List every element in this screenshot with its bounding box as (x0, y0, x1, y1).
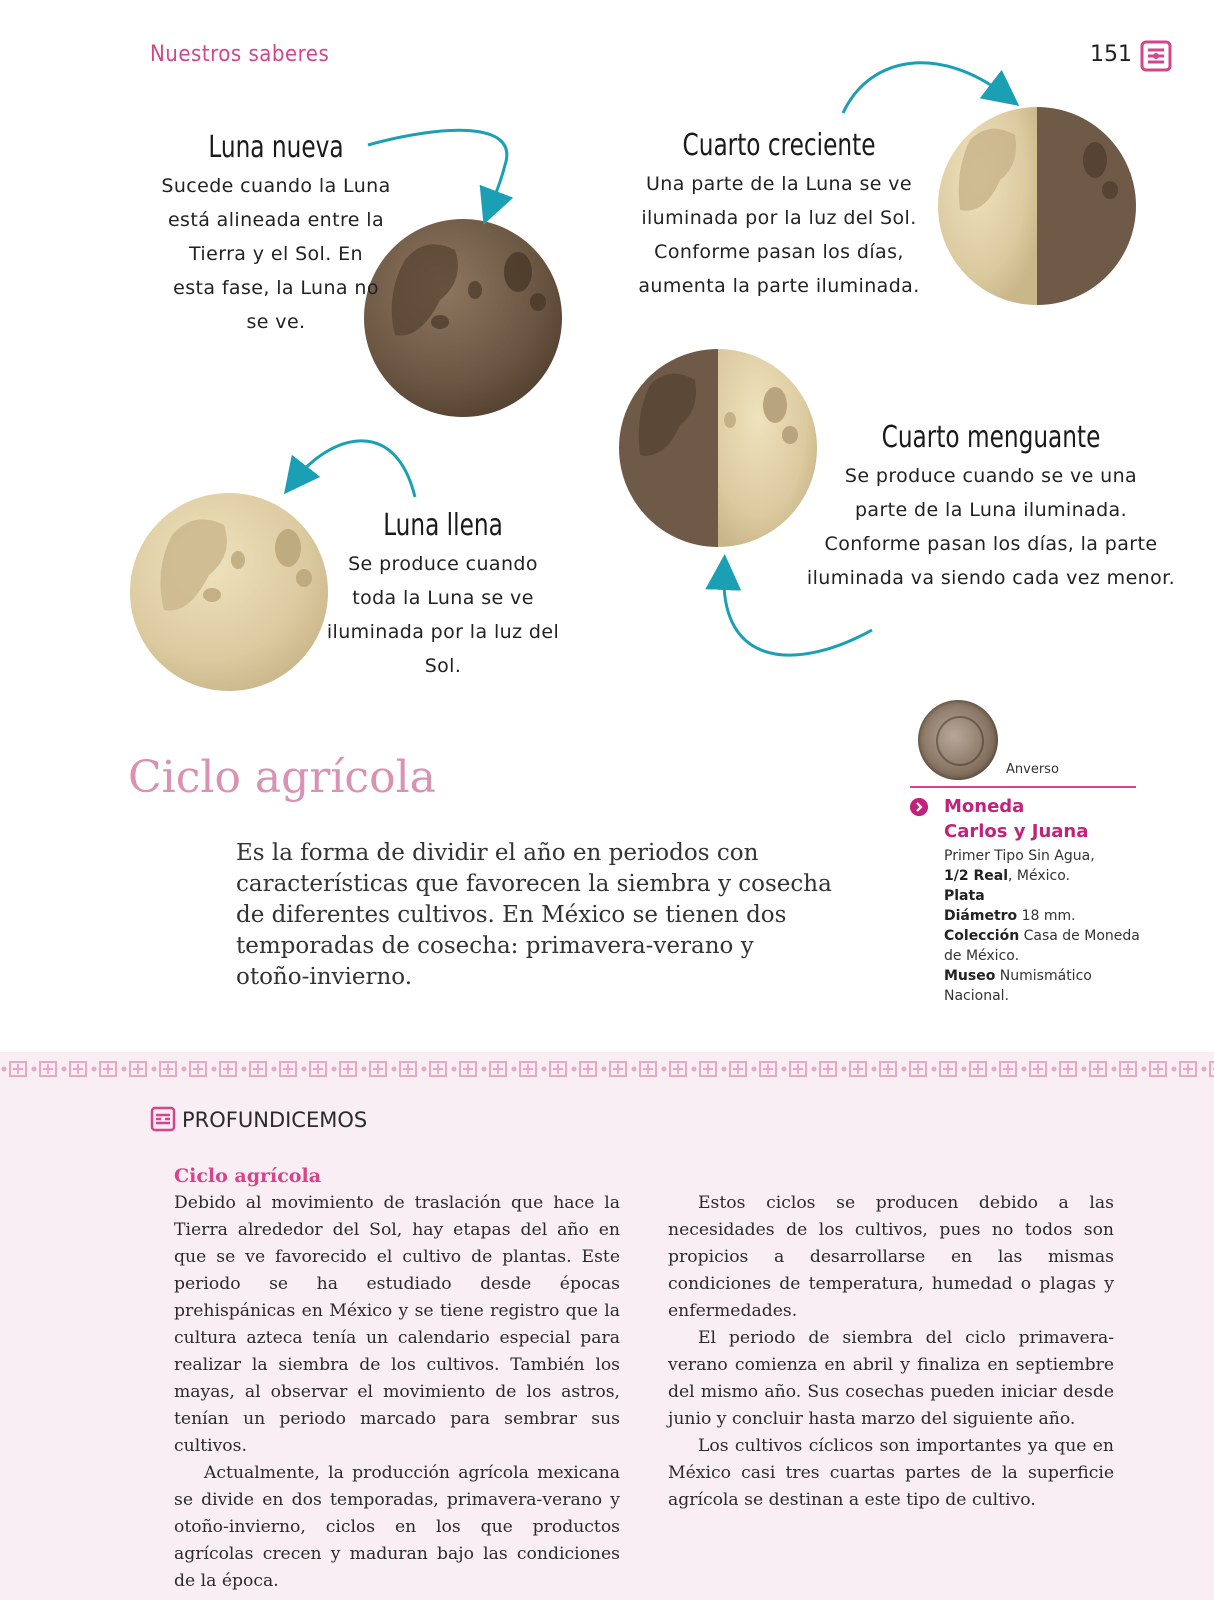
phase-description: Sucede cuando la Luna está alineada entre la Tierra y el Sol. En esta fase, la Luna no se ve. (161, 175, 391, 333)
section-label: Nuestros saberes (150, 42, 330, 67)
section-title: Ciclo agrícola (128, 752, 436, 803)
deepen-label: PROFUNDICEMOS (182, 1108, 368, 1132)
phase-title: Cuarto menguante (881, 420, 1101, 455)
coin-title: Moneda Carlos y Juana (944, 796, 1089, 842)
phase-new-moon (130, 130, 422, 339)
decorative-glyph-icon (150, 1106, 176, 1132)
deepen-right-column: Estos ciclos se producen debido a las necesidades de los cultivos, pues no todos son propicios a desarrollarse en las mismas condiciones de temperatura, humedad o plagas y enfermedades. El periodo de siembra del ciclo primavera-verano comienza en abril y finaliza en septiembre del mismo año. Sus cosechas pueden iniciar desde junio y concluir hasta marzo del siguiente año. Los cultivos cíclicos son importantes ya que en México casi tres cuartas partes de la superficie agrícola se destinan a este tipo de cultivo. (668, 1193, 1114, 1510)
last-quarter-moon-icon (619, 349, 817, 547)
page-number: 151 (1090, 42, 1132, 67)
coin-side-label: Anverso (1006, 762, 1059, 777)
first-quarter-moon-icon (938, 107, 1136, 305)
section-description: Es la forma de dividir el año en periodos con características que favorecen la siembra y cosecha de diferentes cultivos. En México se tienen dos temporadas de cosecha: primavera-verano y otoño-invierno. (236, 840, 832, 990)
phase-first-quarter (612, 128, 946, 303)
deepen-subtitle: Ciclo agrícola (174, 1165, 322, 1187)
phase-title: Luna llena (383, 508, 503, 543)
deepen-left-column: Debido al movimiento de traslación que hace la Tierra alrededor del Sol, hay etapas del año en que se ve favorecido el cultivo de plantas. Este periodo se ha estudiado desde épocas prehispánicas en México y se tiene registro que la cultura azteca tenía un calendario especial para realizar la siembra de los cultivos. También los mayas, al observar el movimiento de los astros, tenían un periodo marcado para sembrar sus cultivos. Actualmente, la producción agrícola mexicana se divide en dos temporadas, primavera-verano y otoño-invierno, ciclos en los que productos agrícolas crecen y maduran bajo las condiciones de la época. (174, 1193, 620, 1591)
chevron-right-icon (910, 798, 928, 816)
coin-divider (910, 786, 1136, 788)
phase-last-quarter (796, 420, 1186, 595)
phase-description: Una parte de la Luna se ve iluminada por la luz del Sol. Conforme pasan los días, aumenta la parte iluminada. (638, 173, 920, 297)
coin-image (918, 700, 998, 780)
phase-title: Cuarto creciente (682, 128, 876, 163)
full-moon-icon (130, 493, 328, 691)
phase-full-moon (318, 508, 568, 683)
phase-description: Se produce cuando toda la Luna se ve iluminada por la luz del Sol. (326, 553, 560, 677)
arrow-full-moon (295, 441, 415, 497)
arrow-crescent-top (843, 63, 1005, 113)
phase-title: Luna nueva (208, 130, 344, 165)
coin-details: Primer Tipo Sin Agua, 1/2 Real, México. Plata Diámetro 18 mm. Colección Casa de Moneda de México. Museo Numismático Nacional. (944, 848, 1140, 1004)
moon-phases-illustration (0, 0, 1214, 720)
phase-description: Se produce cuando se ve una parte de la Luna iluminada. Conforme pasan los días, la parte iluminada va siendo cada vez menor. (806, 465, 1176, 589)
decorative-border (0, 1058, 1214, 1080)
